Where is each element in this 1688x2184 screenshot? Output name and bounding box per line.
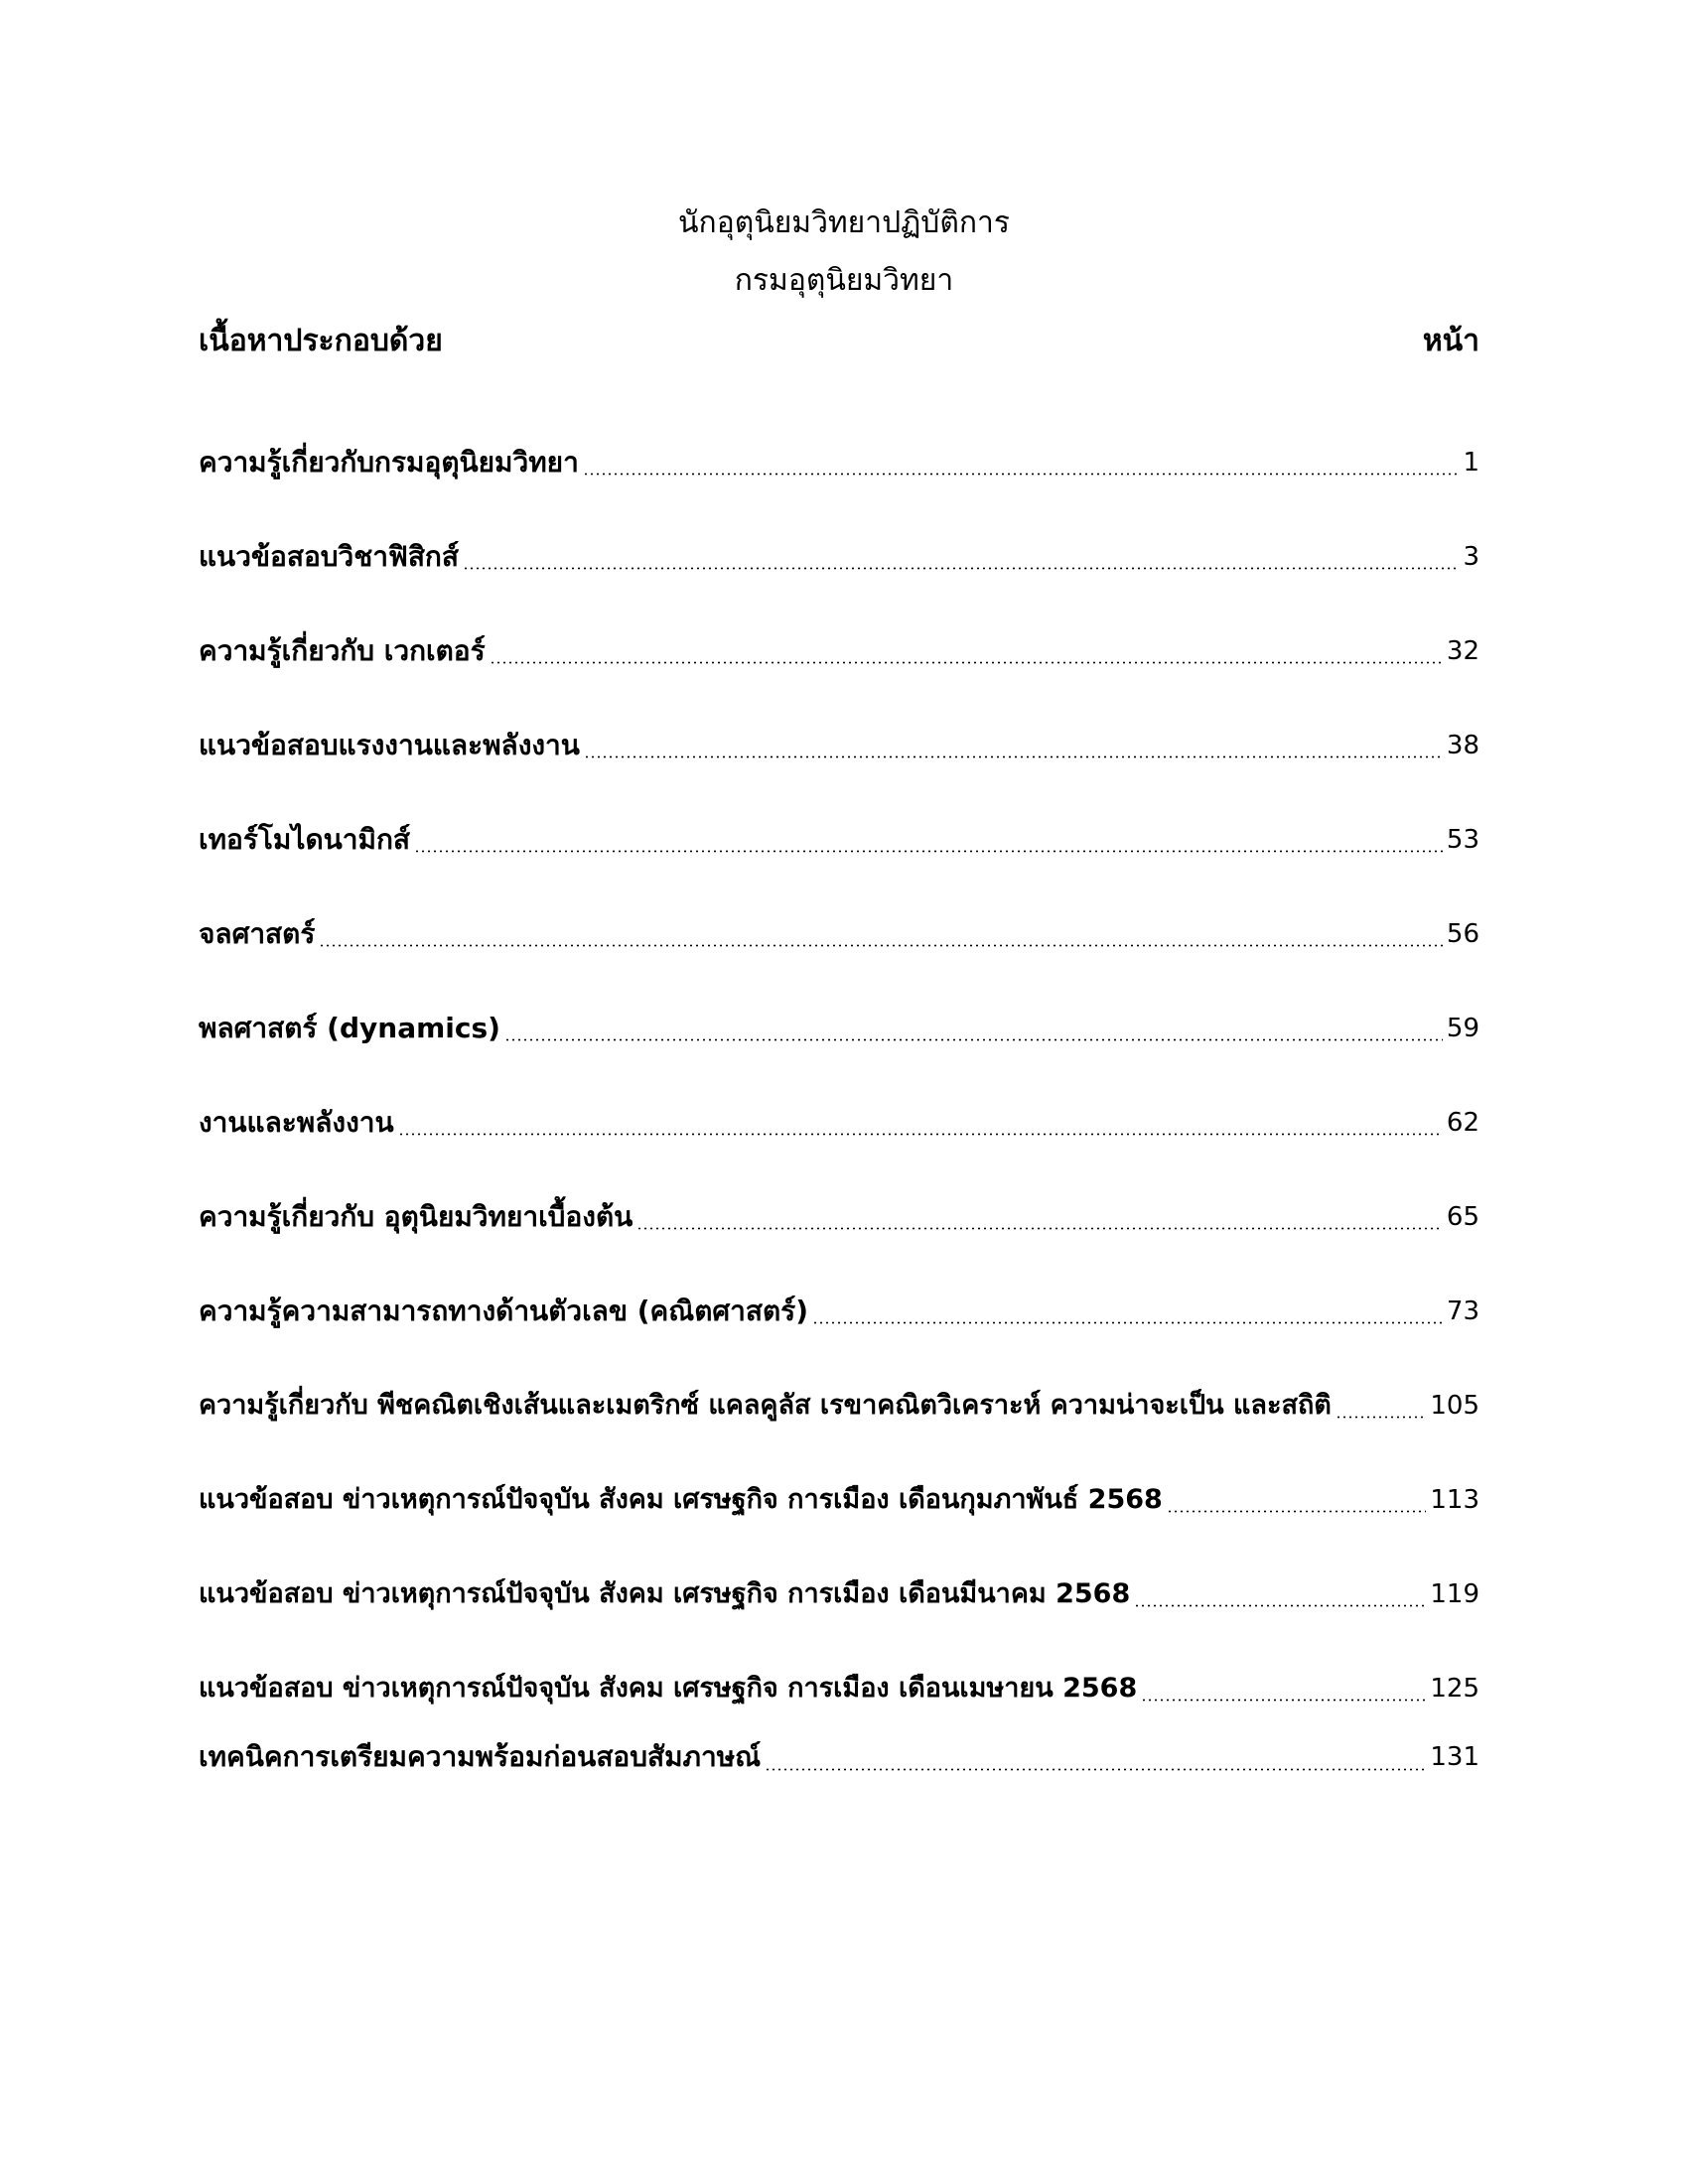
toc-entry [199,1452,1479,1547]
toc-entry-page: 59 [1446,1013,1479,1043]
toc-entry [199,792,1479,887]
toc-entry [199,1358,1479,1452]
toc-entry-title: ความรู้ความสามารถทางด้านตัวเลข (คณิตศาสตร์) [199,1294,809,1327]
toc-entry-title: เทคนิคการเตรียมความพร้อมก่อนสอบสัมภาษณ์ [199,1740,762,1773]
toc-entry [199,698,1479,792]
table-of-contents [199,415,1479,1779]
toc-entry-page: 3 [1463,541,1479,572]
toc-entry-page: 1 [1463,447,1479,478]
toc-entry [199,1641,1479,1735]
toc-entry-title: แนวข้อสอบ ข่าวเหตุการณ์ปัจจุบัน สังคม เศรษฐกิจ การเมือง เดือนกุมภาพันธ์ 2568 [199,1483,1163,1515]
toc-entry [199,1075,1479,1169]
toc-header [199,320,1479,363]
dot-leader [812,1321,1443,1324]
toc-entry-title: ความรู้เกี่ยวกับกรมอุตุนิยมวิทยา [199,445,579,478]
toc-entry-title: แนวข้อสอบ ข่าวเหตุการณ์ปัจจุบัน สังคม เศรษฐกิจ การเมือง เดือนเมษายน 2568 [199,1672,1138,1704]
toc-entry-page: 105 [1430,1390,1479,1421]
dot-leader [490,661,1443,664]
toc-entry-title: ความรู้เกี่ยวกับ พีชคณิตเชิงเส้นและเมตริกซ์ แคลคูลัส เรขาคณิตวิเคราะห์ ความน่าจะเป็น และสถิติ [199,1389,1332,1421]
dot-leader [584,755,1443,758]
dot-leader [1141,1699,1426,1702]
document-title: นักอุตุนิยมวิทยาปฏิบัติการ [678,205,1010,240]
toc-entry-title: เทอร์โมไดนามิกส์ [199,822,411,856]
toc-entry-page: 38 [1446,730,1479,760]
toc-entry-page: 65 [1446,1201,1479,1232]
toc-entry [199,509,1479,604]
toc-entry [199,1169,1479,1264]
page-heading: หน้า [1422,324,1479,358]
toc-entry-title: งานและพลังงาน [199,1105,394,1139]
document-subtitle: กรมอุตุนิยมวิทยา [734,263,954,298]
dot-leader [319,944,1443,947]
toc-entry-title: ความรู้เกี่ยวกับ เวกเตอร์ [199,633,486,667]
toc-entry [199,604,1479,698]
toc-entry-page: 131 [1430,1742,1479,1772]
toc-entry-page: 73 [1446,1296,1479,1326]
toc-entry-title: แนวข้อสอบวิชาฟิสิกส์ [199,539,459,573]
dot-leader [636,1227,1443,1230]
toc-entry [199,415,1479,509]
dot-leader [1336,1416,1427,1419]
dot-leader [765,1768,1426,1771]
toc-entry-title: แนวข้อสอบแรงงานและพลังงาน [199,728,580,761]
toc-entry-page: 32 [1446,635,1479,666]
dot-leader [414,850,1443,853]
toc-entry-title: ความรู้เกี่ยวกับ อุตุนิยมวิทยาเบื้องต้น [199,1199,633,1233]
dot-leader [504,1038,1443,1041]
toc-entry [199,887,1479,981]
toc-entry-page: 113 [1430,1484,1479,1515]
dot-leader [583,473,1460,476]
toc-entry [199,1735,1479,1779]
toc-entry-page: 53 [1446,824,1479,855]
toc-entry-title: แนวข้อสอบ ข่าวเหตุการณ์ปัจจุบัน สังคม เศรษฐกิจ การเมือง เดือนมีนาคม 2568 [199,1577,1131,1609]
toc-entry-page: 62 [1446,1107,1479,1138]
dot-leader [398,1133,1443,1136]
toc-entry [199,1264,1479,1358]
toc-entry-page: 56 [1446,918,1479,949]
toc-entry [199,1547,1479,1641]
dot-leader [1167,1510,1427,1513]
toc-entry-page: 119 [1430,1578,1479,1609]
dot-leader [1134,1604,1426,1607]
contents-heading: เนื้อหาประกอบด้วย [199,324,443,358]
toc-entry-title: จลศาสตร์ [199,916,316,950]
toc-entry-page: 125 [1430,1673,1479,1704]
dot-leader [463,567,1460,570]
toc-entry-title: พลศาสตร์ (dynamics) [199,1011,500,1044]
toc-entry [199,981,1479,1075]
